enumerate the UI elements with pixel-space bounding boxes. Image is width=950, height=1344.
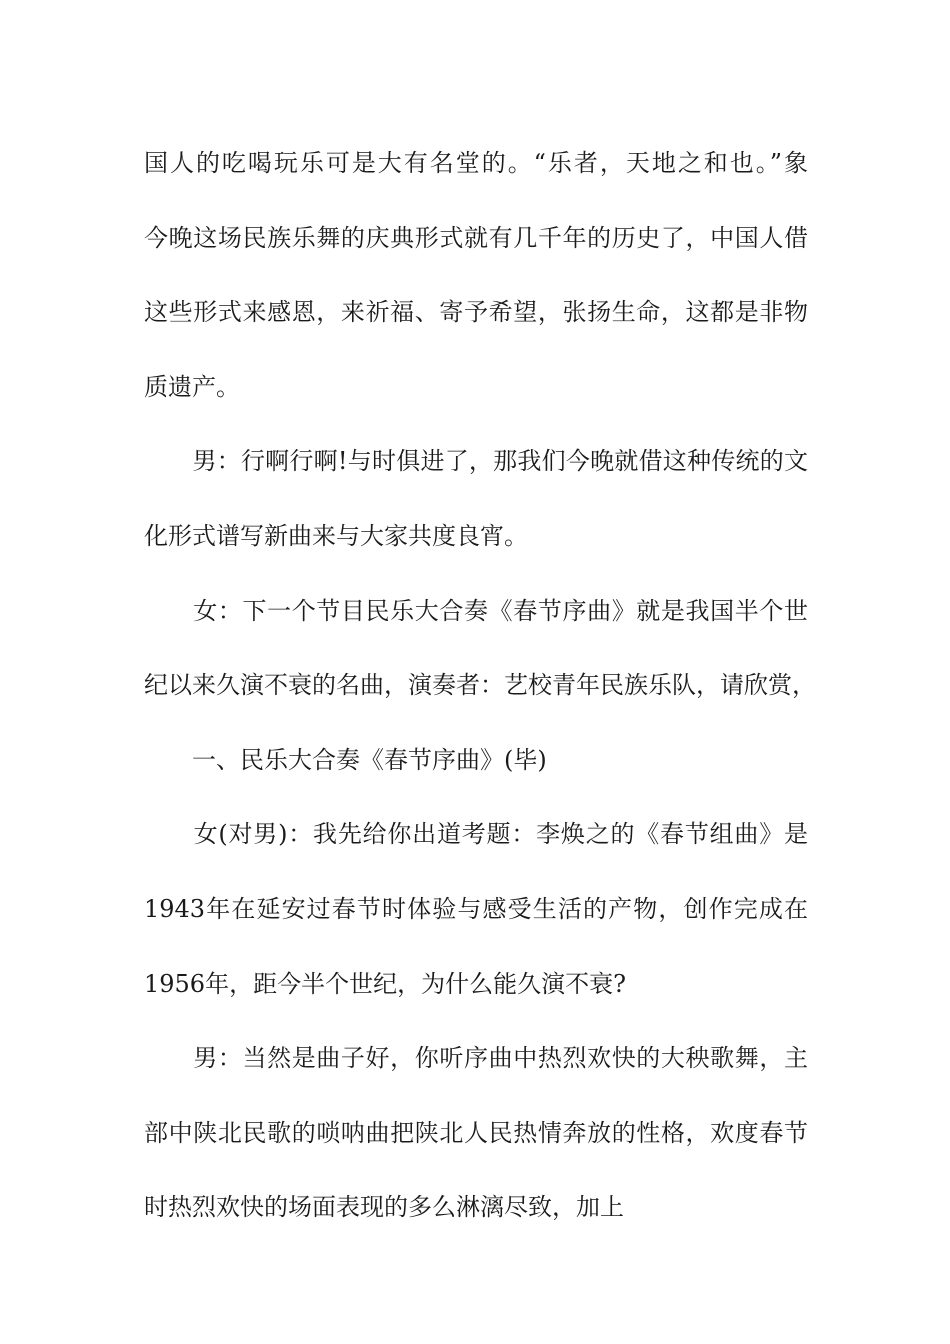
document-body [144, 126, 816, 1245]
text-line: 女：下一个节目民乐大合奏《春节序曲》就是我国半个世 [144, 596, 808, 625]
text-line: 国人的吃喝玩乐可是大有名堂的。“乐者，天地之和也。”象 [144, 149, 808, 177]
text-line: 这些形式来感恩，来祈福、寄予希望，张扬生命，这都是非物 [144, 298, 808, 327]
text-line: 部中陕北民歌的唢呐曲把陕北人民热情奔放的性格，欢度春节 [144, 1118, 808, 1147]
text-line: 1943年在延安过春节时体验与感受生活的产物，创作完成在 [144, 894, 808, 923]
text-line: 女(对男)：我先给你出道考题：李焕之的《春节组曲》是 [144, 820, 808, 849]
text-line: 时热烈欢快的场面表现的多么淋漓尽致，加上 [144, 1193, 624, 1222]
text-line: 化形式谱写新曲来与大家共度良宵。 [144, 521, 528, 550]
text-line: 今晚这场民族乐舞的庆典形式就有几千年的历史了，中国人借 [144, 223, 808, 252]
text-line: 纪以来久演不衰的名曲，演奏者：艺校青年民族乐队，请欣赏， [144, 671, 816, 700]
text-line: 1956年，距今半个世纪，为什么能久演不衰? [144, 969, 626, 998]
text-line: 质遗产。 [144, 372, 240, 401]
text-line: 一、民乐大合奏《春节序曲》(毕) [144, 745, 547, 774]
text-line: 男：行啊行啊!与时俱进了，那我们今晚就借这种传统的文 [144, 447, 808, 476]
text-line: 男：当然是曲子好，你听序曲中热烈欢快的大秧歌舞，主 [144, 1044, 808, 1073]
